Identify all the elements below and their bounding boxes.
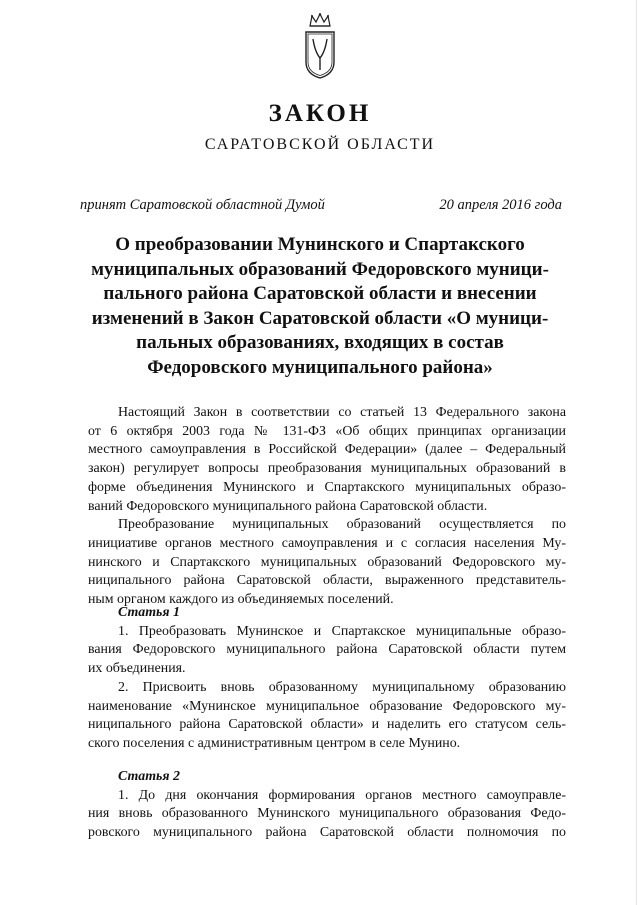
law-heading <box>70 233 570 380</box>
article-heading: Статья 2 <box>118 769 180 784</box>
adoption-date: 20 апреля 2016 года <box>439 197 562 213</box>
text-line: 1. Преобразовать Мунинское и Спартакское муниципальные образо- <box>118 623 566 639</box>
text-line: 2. Присвоить вновь образованному муниципальному образованию <box>118 679 566 695</box>
text-line: Преобразование муниципальных образований осуществляется по <box>118 517 566 533</box>
text-line: наименование «Мунинское муниципальное образование Федоровского му- <box>88 698 566 714</box>
text-line: инициативе органов местного самоуправления и с согласия населения Му- <box>88 535 566 551</box>
text-line: вания Федоровского муниципального района Саратовской области путем <box>88 642 566 658</box>
text-line: местного самоуправления в Российской Федерации» (далее – Федеральный <box>88 442 566 458</box>
text-line: 1. До дня окончания формирования органов местного самоуправле- <box>118 787 566 803</box>
text-line: форме объединения Мунинского и Спартакского муниципальных образо- <box>88 479 566 495</box>
heading-line: пального района Саратовской области и внесении <box>103 283 537 304</box>
heading-line: муниципальных образований Федоровского муници- <box>91 258 549 280</box>
text-line: закон) регулирует вопросы преобразования муниципальных образований в <box>88 461 566 477</box>
preamble <box>88 404 566 610</box>
law-subtitle: САРАТОВСКОЙ ОБЛАСТИ <box>204 136 436 153</box>
text-line: ваний Федоровского муниципального района Саратовской области. <box>88 498 488 514</box>
page-edge <box>636 0 637 905</box>
text-line: ния вновь образованного Мунинского муниципального образования Федо- <box>88 806 566 822</box>
text-line: ского поселения с административным центром в селе Мунино. <box>88 735 461 751</box>
heading-line: О преобразовании Мунинского и Спартакского <box>115 234 525 255</box>
text-line: ниципального района Саратовской области, выраженного представитель- <box>88 573 566 589</box>
heading-line: пальных образованиях, входящих в состав <box>136 332 504 353</box>
text-line: Настоящий Закон в соответствии со статьей 13 Федерального закона <box>118 405 566 420</box>
saratov-coat-of-arms-icon <box>300 12 340 80</box>
text-line: ровского муниципального района Саратовской области полномочия по <box>88 825 566 841</box>
text-line: от 6 октября 2003 года № 131-ФЗ «Об общих принципах организации <box>88 423 566 439</box>
law-title: ЗАКОН <box>268 100 372 127</box>
text-line: ниципального района Саратовской области» и наделить его статусом сель- <box>88 717 566 733</box>
text-line: ным органом каждого из объединяемых поселений. <box>88 592 394 608</box>
article-heading: Статья 1 <box>118 605 180 620</box>
heading-line: изменений в Закон Саратовской области «О муници- <box>91 307 549 329</box>
article-2 <box>88 768 566 843</box>
article-1 <box>88 604 566 754</box>
text-line: их объединения. <box>88 661 186 677</box>
heading-line: Федоровского муниципального района» <box>147 356 493 378</box>
adopted-by-text: принят Саратовской областной Думой <box>80 197 325 213</box>
text-line: нинского и Спартакского муниципальных образований Федоровского му- <box>88 554 566 570</box>
